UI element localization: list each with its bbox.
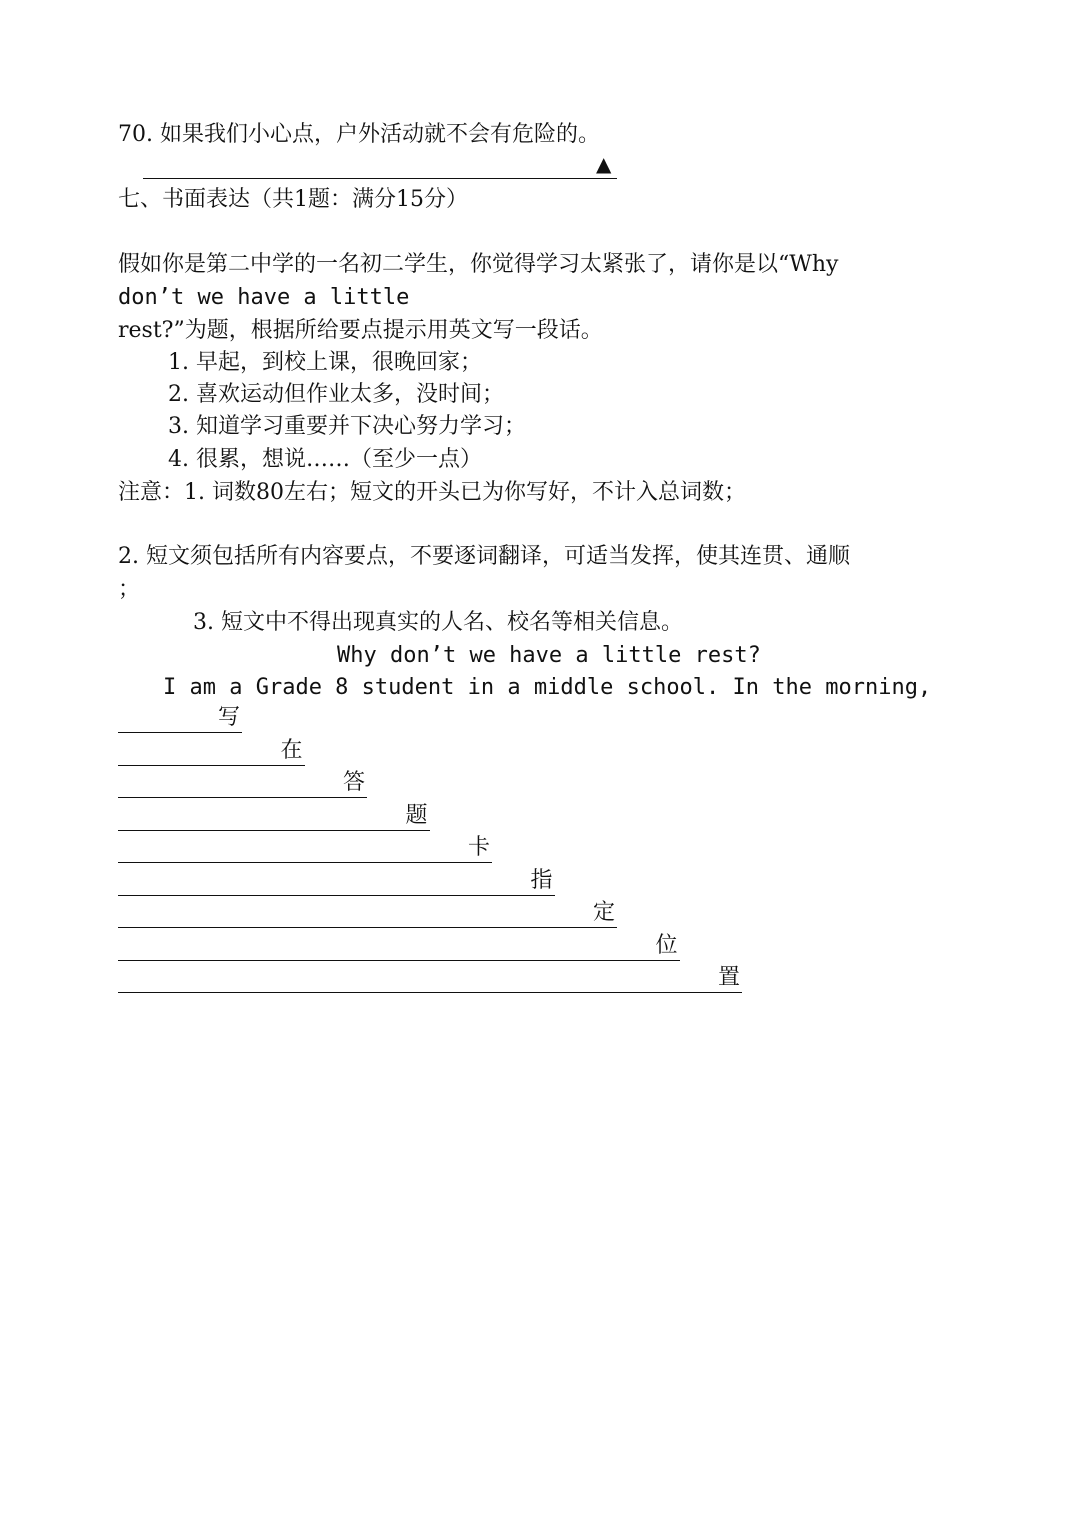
underline-rule xyxy=(118,862,492,863)
underline-rule xyxy=(118,960,680,961)
blank-line-char: 写 xyxy=(218,705,241,730)
blank-line[interactable] xyxy=(118,963,742,993)
answer-line-70[interactable] xyxy=(143,178,617,179)
underline-rule xyxy=(118,797,367,798)
blank-line-char: 在 xyxy=(280,737,303,763)
underline-rule xyxy=(118,927,617,928)
prompt-line-3: rest?”为题，根据所给要点提示用英文写一段话。 xyxy=(118,318,603,343)
blank-line[interactable] xyxy=(118,833,492,863)
blank-line[interactable] xyxy=(118,768,367,798)
point-3: 3. 知道学习重要并下决心努力学习； xyxy=(168,414,526,439)
point-4: 4. 很累，想说……（至少一点） xyxy=(168,447,482,472)
note-2-continued: ； xyxy=(118,577,141,602)
essay-title: Why don’t we have a little rest? xyxy=(337,643,761,668)
blank-line[interactable] xyxy=(118,703,242,733)
blank-line[interactable] xyxy=(118,801,430,831)
question-70: 70. 如果我们小心点，户外活动就不会有危险的。 xyxy=(118,122,600,147)
underline-rule xyxy=(118,992,742,993)
underline-rule xyxy=(118,830,430,831)
point-1: 1. 早起，到校上课，很晚回家； xyxy=(168,350,482,375)
blank-line-char: 答 xyxy=(343,770,366,795)
blank-line-char: 题 xyxy=(405,802,428,828)
blank-line-char: 定 xyxy=(593,900,616,925)
blank-line[interactable] xyxy=(118,736,305,766)
note-2: 2. 短文须包括所有内容要点，不要逐词翻译，可适当发挥，使其连贯、通顺 xyxy=(118,544,850,569)
triangle-marker-icon: ▲ xyxy=(596,152,612,176)
blank-line[interactable] xyxy=(118,931,680,961)
note-3: 3. 短文中不得出现真实的人名、校名等相关信息。 xyxy=(193,610,683,635)
blank-line-char: 置 xyxy=(718,965,741,990)
blank-line[interactable] xyxy=(118,898,617,928)
essay-opening: I am a Grade 8 student in a middle school. In the morning, xyxy=(163,675,932,700)
blank-line-char: 位 xyxy=(655,932,678,958)
section-heading: 七、书面表达（共1题：满分15分） xyxy=(118,187,468,212)
blank-line-char: 指 xyxy=(530,867,553,893)
prompt-line-1: 假如你是第二中学的一名初二学生，你觉得学习太紧张了，请你是以“Why xyxy=(118,252,839,277)
prompt-line-2: don’t we have a little xyxy=(118,285,410,310)
note-1: 注意：1. 词数80左右；短文的开头已为你写好，不计入总词数； xyxy=(118,480,746,505)
blank-line[interactable] xyxy=(118,866,555,896)
blank-line-char: 卡 xyxy=(468,835,491,860)
underline-rule xyxy=(118,895,555,896)
point-2: 2. 喜欢运动但作业太多，没时间； xyxy=(168,382,504,407)
underline-rule xyxy=(118,765,305,766)
